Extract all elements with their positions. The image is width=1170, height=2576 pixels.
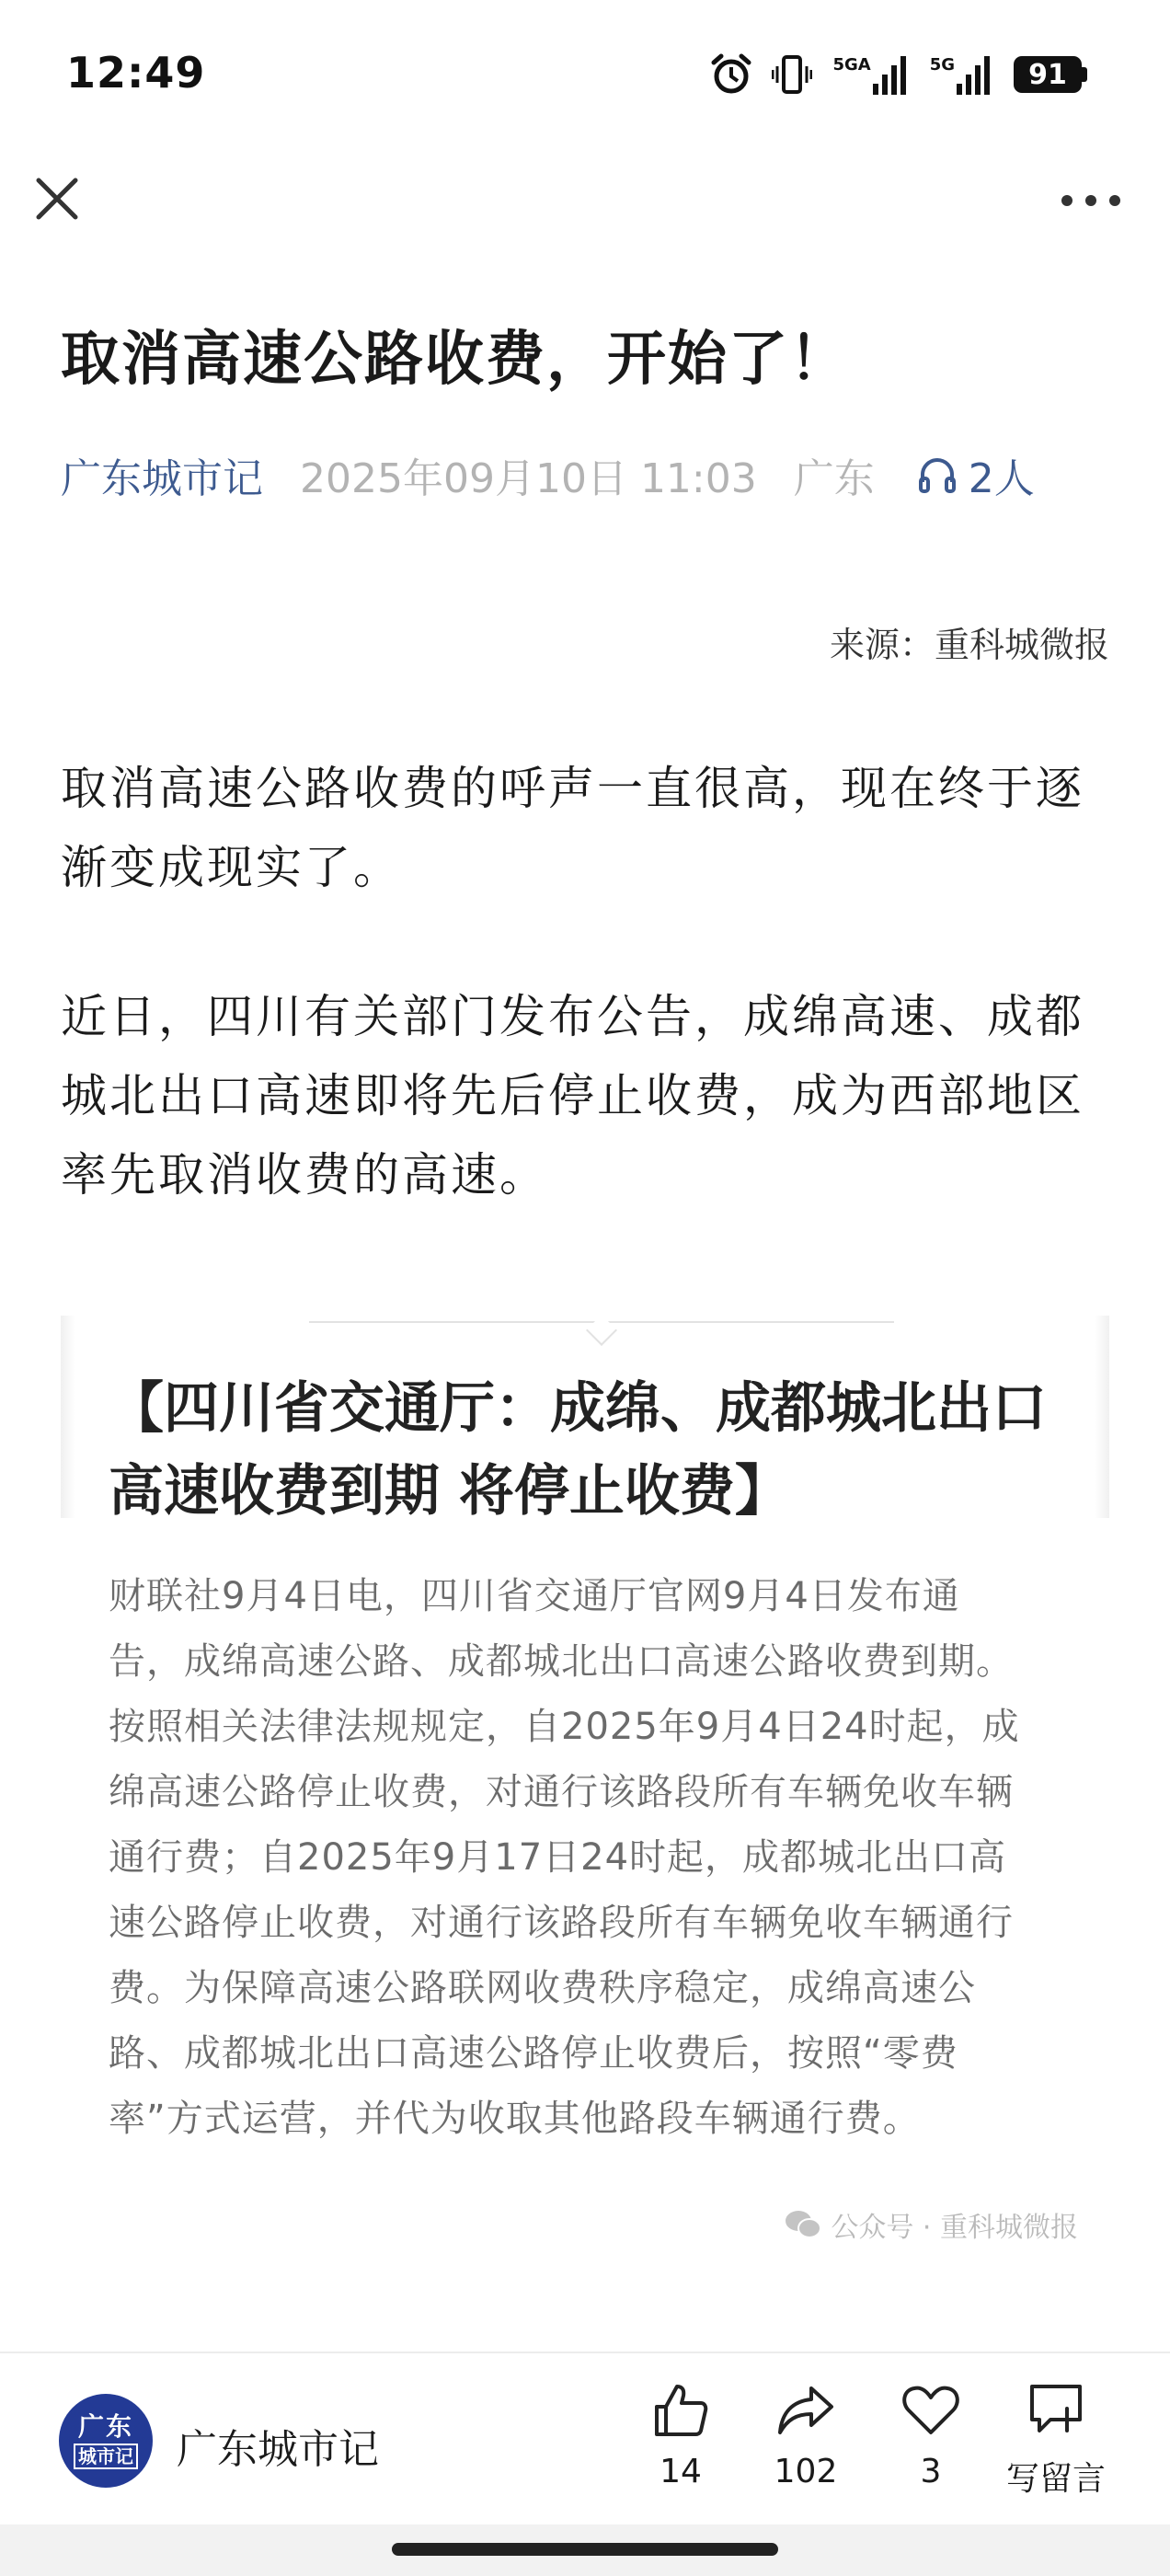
- write-comment-label: 写留言: [1005, 2460, 1106, 2498]
- watermark-text: 公众号 · 重科城微报: [831, 2212, 1078, 2244]
- signal-bars-icon: [873, 54, 910, 95]
- network-type-label: 5G: [929, 55, 955, 75]
- signal-5ga: [832, 54, 909, 95]
- embed-shade-left: [61, 1316, 75, 1518]
- share-button[interactable]: [751, 2381, 861, 2490]
- share-count: 102: [774, 2453, 838, 2490]
- status-time: 12:49: [66, 48, 206, 98]
- close-icon[interactable]: [31, 173, 83, 224]
- like-button[interactable]: [625, 2381, 736, 2490]
- publish-region: 广东: [793, 455, 875, 502]
- alarm-icon: [711, 53, 751, 96]
- status-bar: [0, 0, 1170, 147]
- embed-caret: [586, 1316, 617, 1346]
- avatar-text-bottom: 城市记: [74, 2444, 138, 2469]
- author-link[interactable]: 广东城市记: [61, 455, 263, 502]
- embed-shade-right: [1095, 1316, 1109, 1518]
- favorite-button[interactable]: [876, 2381, 986, 2490]
- thumbs-up-icon: [651, 2381, 710, 2440]
- comment-add-icon: [1027, 2381, 1085, 2440]
- favorite-count: 3: [920, 2453, 942, 2490]
- headphones-icon: [917, 454, 958, 495]
- article-title: 取消高速公路收费，开始了！: [61, 326, 850, 394]
- heart-icon: [901, 2381, 960, 2440]
- battery-indicator: [1014, 56, 1087, 93]
- embed-heading: 【四川省交通厅：成绵、成都城北出口高速收费到期 将停止收费】: [109, 1376, 1047, 1524]
- gesture-area: [0, 2524, 1170, 2576]
- write-comment-button[interactable]: [1001, 2381, 1111, 2500]
- embed-body: 财联社9月4日电，四川省交通厅官网9月4日发布通告，成绵高速公路、成都城北出口高速公路收费到期。按照相关法律法规规定，自2025年9月4日24时起，成绵高速公路停止收费，对通行该路段所有车辆免收车辆通行费；自2025年9月17日24时起，成都城北出口高速公路停止收费，对通行该路段所有车辆免收车辆通行费。为保障高速公路联网收费秩序稳定，成绵高速公路、成都城北出口高速公路停止收费后，按照“零费率”方式运营，并代为收取其他路段车辆通行费。: [109, 1575, 1020, 2140]
- article-meta: [61, 445, 1118, 504]
- gesture-handle[interactable]: [392, 2543, 778, 2556]
- wechat-icon: [785, 2209, 821, 2240]
- status-icons: [711, 52, 1087, 98]
- account-avatar[interactable]: [59, 2394, 153, 2488]
- embed-watermark: [785, 2204, 1078, 2245]
- article-source: 来源：重科城微报: [829, 625, 1109, 665]
- avatar-text-top: 广东: [77, 2411, 133, 2442]
- listen-button[interactable]: [917, 445, 1035, 504]
- article-paragraph: 取消高速公路收费的呼声一直很高，现在终于逐渐变成现实了。: [61, 762, 1084, 894]
- account-name[interactable]: 广东城市记: [177, 2426, 379, 2473]
- vibrate-icon: [772, 53, 812, 96]
- bottom-action-bar: [0, 2353, 1170, 2524]
- embedded-image[interactable]: [61, 1316, 1109, 2272]
- like-count: 14: [660, 2453, 702, 2490]
- battery-tip: [1082, 67, 1087, 82]
- publish-date: 2025年09月10日 11:03: [300, 455, 757, 502]
- signal-5g: [930, 54, 993, 95]
- more-icon[interactable]: [1058, 180, 1124, 221]
- signal-bars-icon: [957, 54, 993, 95]
- battery-level: 91: [1014, 56, 1082, 93]
- listener-count: 2人: [968, 455, 1035, 502]
- network-type-label: 5GA: [832, 55, 871, 75]
- share-icon: [776, 2381, 835, 2440]
- article-paragraph: 近日，四川有关部门发布公告，成绵高速、成都城北出口高速即将先后停止收费，成为西部地区率先取消收费的高速。: [61, 990, 1084, 1202]
